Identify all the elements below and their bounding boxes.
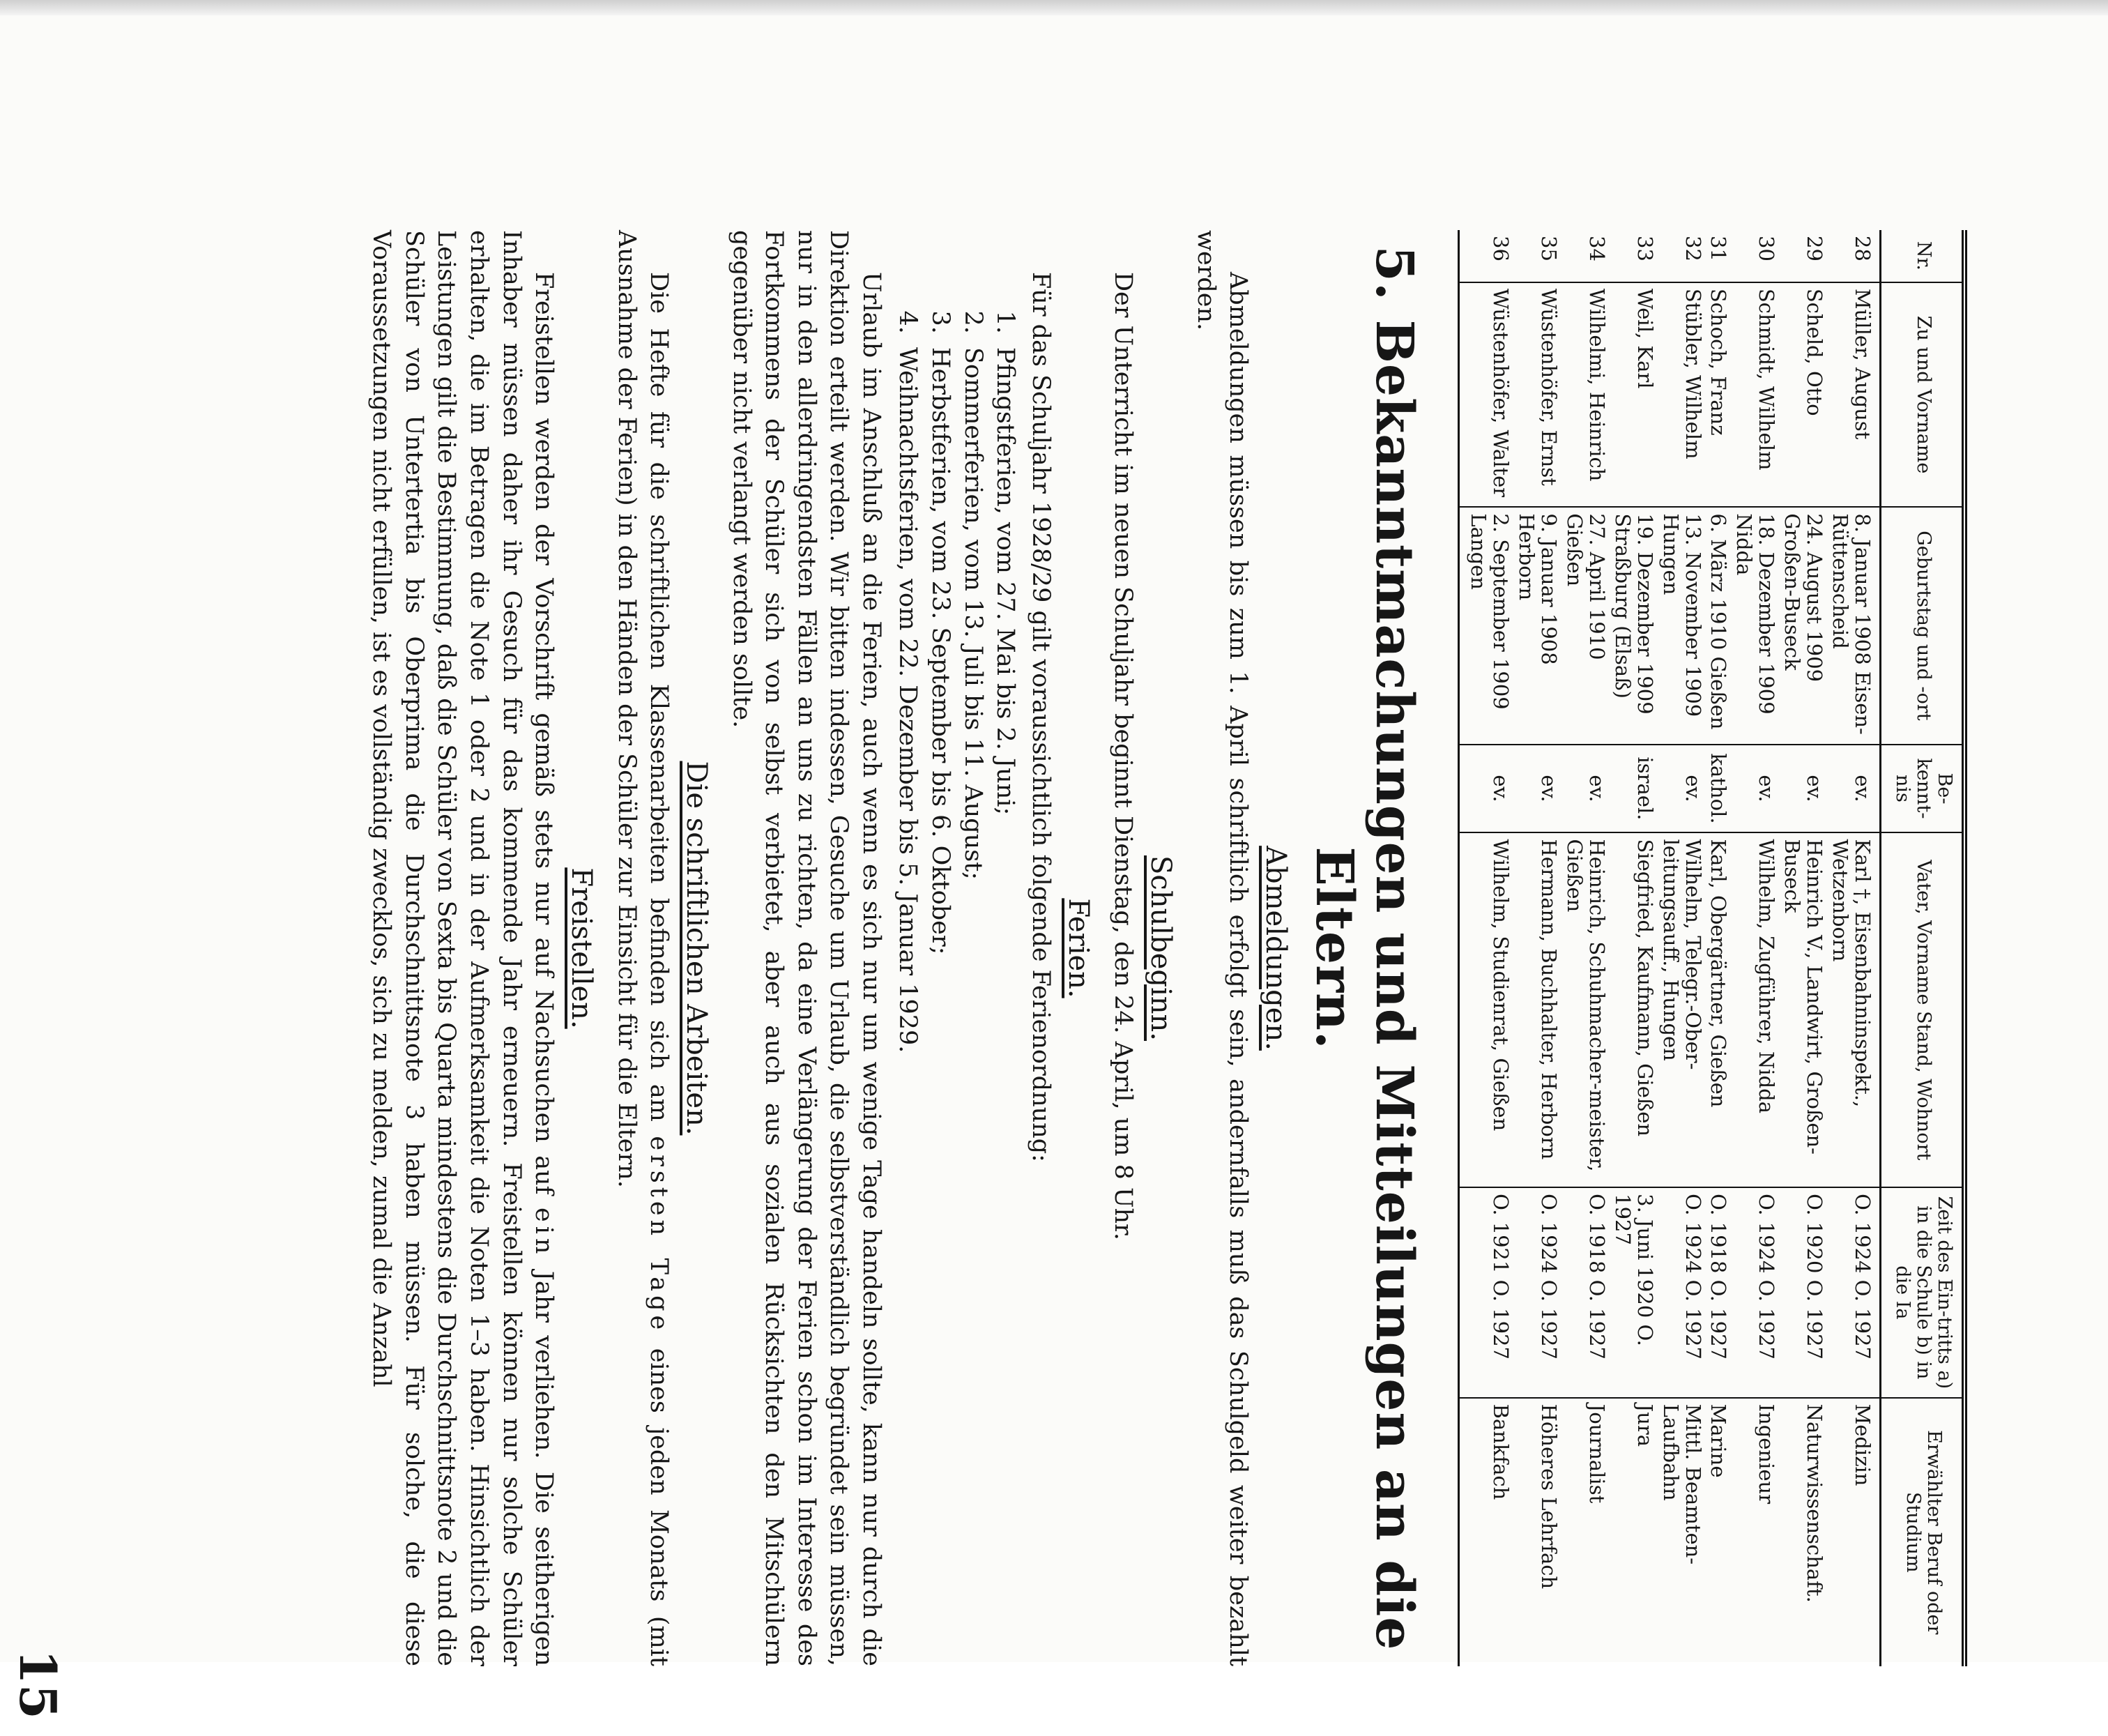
heading-schulbeginn: Schulbeginn.: [1145, 855, 1177, 1042]
text-run: Jahr verliehen. Die seitherigen Inhaber müssen daher ihr Gesuch für das kommende Jahr erneuern. Freistellen können nur solche Schüler erhalten, die im Betragen die Note 1 oder 2 und in der Aufmerksamkeit die Noten 1–3 haben. Hinsichtlich der Leistungen gilt die Bestimmung, daß die Schüler von Sexta bis Quarta mindestens die Durchschnittsnote 2 und die Schüler von Untertertia bis Oberprima die Durchschnittsnote 3 haben müssen. Für solche, die diese Voraussetzungen nicht erfüllen, ist es vollständig zwecklos, sich zu melden, zumal die Anzahl: [367, 230, 558, 1666]
table-row: [1731, 230, 1779, 1666]
cell-birth: 9. Januar 1908 Herborn: [1513, 507, 1561, 744]
cell-entry: O. 1921 O. 1927: [1459, 1187, 1513, 1397]
text-run: Die Hefte für die schriftlichen Klassenarbeiten befinden sich am: [645, 272, 673, 1122]
emphasis-text: ein: [530, 1208, 558, 1258]
cell-birth: 18. Dezember 1909 Nidda: [1731, 507, 1779, 744]
cell-name: Wüstenhöfer, Walter: [1459, 282, 1513, 508]
cell-name: Schmidt, Wilhelm: [1731, 282, 1779, 508]
cell-career: Jura: [1610, 1398, 1658, 1666]
cell-career: Naturwissenschaft.: [1779, 1398, 1827, 1666]
header-birth: Geburtstag und -ort: [1881, 507, 1964, 744]
cell-nr: 31: [1706, 236, 1731, 261]
cell-nr: 35: [1537, 236, 1561, 261]
header-entry: Zeit des Ein-tritts a) in die Schule b) in die Ia: [1881, 1187, 1964, 1397]
table-row: [1658, 230, 1706, 1666]
cell-nr: 34: [1585, 236, 1610, 261]
table-row: [1779, 230, 1827, 1666]
cell-entry: O. 1924 O. 1927: [1513, 1187, 1561, 1397]
cell-father: Karl, Obergärtner, Gießen: [1706, 832, 1731, 1187]
cell-confession: ev.: [1658, 745, 1706, 833]
cell-confession: kathol.: [1706, 745, 1731, 833]
paragraph-schulbeginn: Der Unterricht im neuen Schuljahr beginnt Dienstag, den 24. April, um 8 Uhr.: [1109, 272, 1138, 1241]
cell-name: Wilhelmi, Heinrich: [1561, 282, 1610, 508]
cell-father: Siegfried, Kaufmann, Gießen: [1610, 832, 1658, 1187]
paragraph-arbeiten: [610, 230, 675, 1666]
paragraph-ferien-intro: Für das Schuljahr 1928/29 gilt voraussichtlich folgende Ferienordnung:: [1026, 272, 1055, 1162]
cell-career: Journalist: [1561, 1398, 1610, 1666]
cell-birth: 6. März 1910 Gießen: [1706, 507, 1731, 744]
cell-nr: 30: [1755, 236, 1779, 261]
cell-career: Marine: [1706, 1398, 1731, 1666]
page-number: 15: [8, 1649, 68, 1719]
list-item: 1. Pfingstferien, vom 27. Mai bis 2. Juni;: [989, 342, 1022, 1666]
cell-career: Ingenieur: [1731, 1398, 1779, 1666]
cell-name: Weil, Karl: [1610, 282, 1658, 508]
text-run: eines jeden Monats (mit Ausnahme der Ferien) in den Händen der Schüler zur Einsicht für die Eltern.: [612, 230, 673, 1666]
cell-nr: 29: [1803, 236, 1827, 261]
cell-confession: ev.: [1731, 745, 1779, 833]
table-row: [1706, 230, 1731, 1666]
cell-career: Bankfach: [1459, 1398, 1513, 1666]
cell-birth: 19. Dezember 1909 Straßburg (Elsaß): [1610, 507, 1658, 744]
cell-nr: 32: [1681, 236, 1706, 261]
cell-nr: 33: [1633, 236, 1658, 261]
document-page: [8, 160, 1967, 1736]
cell-entry: O. 1924 O. 1927: [1827, 1187, 1880, 1397]
cell-father: Karl †, Eisenbahninspekt., Wetzenborn: [1827, 832, 1880, 1187]
table-row: [1610, 230, 1658, 1666]
heading-abmeldungen: Abmeldungen.: [1260, 846, 1292, 1051]
cell-entry: O. 1918 O. 1927: [1561, 1187, 1610, 1397]
cell-confession: ev.: [1561, 745, 1610, 833]
section-title: 5. Bekanntmachungen und Mitteilungen an die Eltern.: [1304, 245, 1425, 1651]
emphasis-text: ersten Tage: [645, 1136, 673, 1334]
cell-career: Medizin: [1827, 1398, 1880, 1666]
cell-nr: 36: [1489, 236, 1513, 261]
cell-father: Wilhelm, Zugführer, Nidda: [1731, 832, 1779, 1187]
list-item: 3. Herbstferien, vom 23. September bis 6. Oktober;: [924, 342, 957, 1666]
cell-name: Müller, August: [1827, 282, 1880, 508]
header-career: Erwählter Beruf oder Studium: [1881, 1398, 1964, 1666]
cell-entry: 3. Juni 1920 O. 1927: [1610, 1187, 1658, 1397]
cell-father: Wilhelm, Studienrat, Gießen: [1459, 832, 1513, 1187]
cell-father: Heinrich, Schuhmacher-meister, Gießen: [1561, 832, 1610, 1187]
cell-entry: O. 1924 O. 1927: [1658, 1187, 1706, 1397]
cell-confession: ev.: [1513, 745, 1561, 833]
cell-confession: ev.: [1779, 745, 1827, 833]
table-row: [1513, 230, 1561, 1666]
cell-entry: O. 1924 O. 1927: [1731, 1187, 1779, 1397]
cell-entry: O. 1918 O. 1927: [1706, 1187, 1731, 1397]
header-nr: Nr.: [1881, 230, 1964, 282]
cell-name: Stübler, Wilhelm: [1658, 282, 1706, 508]
cell-nr: 28: [1851, 236, 1875, 261]
cell-birth: 8. Januar 1908 Eisen-Rüttenscheid: [1827, 507, 1880, 744]
cell-birth: 27. April 1910 Gießen: [1561, 507, 1610, 744]
cell-birth: 13. November 1909 Hungen: [1658, 507, 1706, 744]
cell-entry: O. 1920 O. 1927: [1779, 1187, 1827, 1397]
heading-freistellen: Freistellen.: [565, 867, 598, 1029]
cell-birth: 24. August 1909 Großen-Buseck: [1779, 507, 1827, 744]
cell-name: Scheld, Otto: [1779, 282, 1827, 508]
header-confession: Be-kennt-nis: [1881, 745, 1964, 833]
scan-edge: [0, 0, 2108, 15]
ferien-list: [892, 342, 1021, 1666]
header-father: Vater, Vorname Stand, Wohnort: [1881, 832, 1964, 1187]
cell-father: Hermann, Buchhalter, Herborn: [1513, 832, 1561, 1187]
list-item: 2. Sommerferien, vom 13. Juli bis 11. August;: [956, 342, 989, 1666]
header-name: Zu und Vorname: [1881, 282, 1964, 508]
heading-ferien: Ferien.: [1062, 898, 1094, 998]
cell-name: Wüstenhöfer, Ernst: [1513, 282, 1561, 508]
paragraph-freistellen: [365, 230, 560, 1666]
table-row: [1459, 230, 1513, 1666]
cell-name: Schoch, Franz: [1706, 282, 1731, 508]
cell-confession: israel.: [1610, 745, 1658, 833]
paragraph-abmeldungen: Abmeldungen müssen bis zum 1. April schriftlich erfolgt sein, andernfalls muß das Schulgeld weiter bezahlt werden.: [1191, 230, 1253, 1666]
cell-confession: ev.: [1459, 745, 1513, 833]
cell-father: Wilhelm, Telegr.-Ober-leitungsauff., Hungen: [1658, 832, 1706, 1187]
cell-confession: ev.: [1827, 745, 1880, 833]
list-item: 4. Weihnachtsferien, vom 22. Dezember bis 5. Januar 1929.: [892, 342, 924, 1666]
paragraph-urlaub: Urlaub im Anschluß an die Ferien, auch wenn es sich nur um wenige Tage handeln sollte, kann nur durch die Direktion erteilt werden. Wir bitten indessen, Gesuche um Urlaub, die selbstverständlich begründet sein müssen, nur in den allerdringendsten Fällen an uns zu richten, da eine Verlängerung der Ferien schon im Interesse des Fortkommens der Schüler sich von selbst verbietet, aber auch aus sozialen Rücksichten den Mitschülern gegenüber nicht verlangt werden sollte.: [727, 230, 885, 1666]
table-row: [1827, 230, 1880, 1666]
cell-career: Mittl. Beamten-Laufbahn: [1658, 1398, 1706, 1666]
cell-birth: 2. September 1909 Langen: [1459, 507, 1513, 744]
text-run: Freistellen werden der Vorschrift gemäß stets nur auf Nachsuchen auf: [530, 272, 558, 1195]
cell-career: Höheres Lehrfach: [1513, 1398, 1561, 1666]
cell-father: Heinrich V., Landwirt, Großen-Buseck: [1779, 832, 1827, 1187]
graduates-table: [1458, 230, 1967, 1666]
table-header-row: [1881, 230, 1964, 1666]
table-row: [1561, 230, 1610, 1666]
heading-arbeiten: Die schriftlichen Arbeiten.: [680, 761, 713, 1136]
